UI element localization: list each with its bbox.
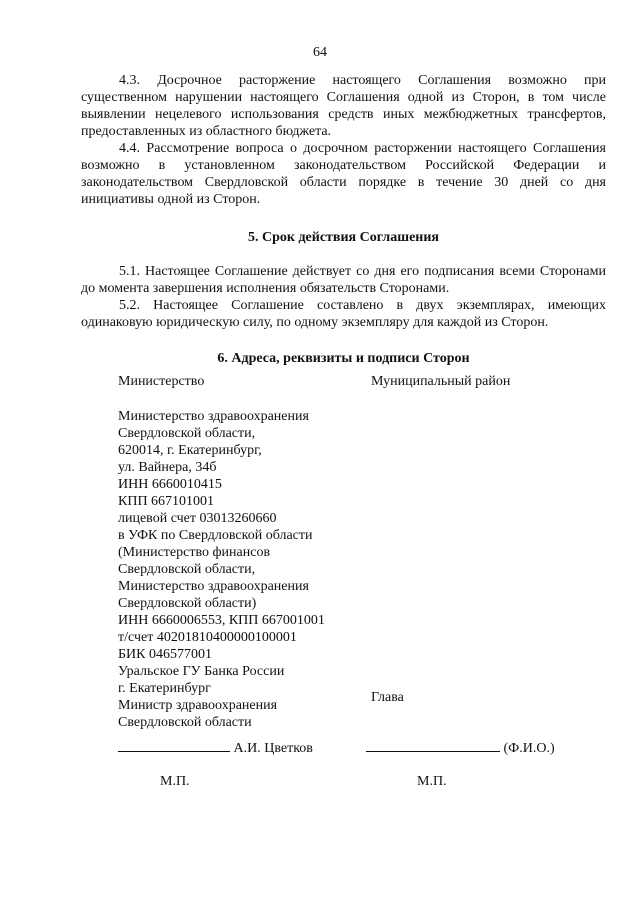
left-party-line: (Министерство финансов: [118, 545, 271, 560]
page-number: 64: [313, 45, 327, 60]
paragraph-5-1: 5.1. Настоящее Соглашение действует со дня его подписания всеми Сторонами до момента завершения исполнения обязательств Сторонами.: [81, 264, 606, 296]
left-party-details: [118, 373, 358, 731]
right-party-position: Глава: [371, 690, 404, 705]
right-signature-line: [366, 739, 555, 757]
left-party-line: Свердловской области,: [118, 426, 256, 441]
left-party-line: Министерство здравоохранения: [118, 409, 309, 424]
left-party-title: Министерство: [118, 374, 205, 389]
left-signatory-name: А.И. Цветков: [233, 741, 313, 756]
left-party-line: лицевой счет 03013260660: [118, 511, 277, 526]
signature-blank: [118, 739, 230, 752]
left-party-position: Министр здравоохранения: [118, 698, 278, 713]
left-party-line: ИНН 6660006553, КПП 667001001: [118, 613, 325, 628]
agreement-text: [81, 72, 606, 385]
left-party-line: ул. Вайнера, 34б: [118, 460, 217, 475]
left-party-line: Уральское ГУ Банка России: [118, 664, 285, 679]
left-party-line: Свердловской области,: [118, 562, 256, 577]
left-party-line: в УФК по Свердловской области: [118, 528, 313, 543]
paragraph-4-3: 4.3. Досрочное расторжение настоящего Соглашения возможно при существенном нарушении настоящего Соглашения одной из Сторон, в том числе выявлении нецелевого использования средств иных межбюджетных трансфертов, предоставленных из областного бюджета.: [81, 73, 606, 139]
section-6-heading: 6. Адреса, реквизиты и подписи Сторон: [217, 351, 470, 366]
left-party-line: г. Екатеринбург: [118, 681, 211, 696]
signature-blank: [366, 739, 500, 752]
right-party-title: Муниципальный район: [371, 374, 511, 389]
left-signature-line: [118, 739, 313, 757]
left-party-line: т/счет 40201810400000100001: [118, 630, 297, 645]
left-party-position: Свердловской области: [118, 715, 252, 730]
left-party-line: Свердловской области): [118, 596, 257, 611]
left-party-line: 620014, г. Екатеринбург,: [118, 443, 262, 458]
left-party-line: Министерство здравоохранения: [118, 579, 309, 594]
right-signatory-name: (Ф.И.О.): [503, 741, 555, 756]
right-stamp-place: М.П.: [417, 774, 447, 789]
left-party-line: КПП 667101001: [118, 494, 215, 509]
section-5-heading: 5. Срок действия Соглашения: [248, 230, 439, 245]
left-party-line: ИНН 6660010415: [118, 477, 222, 492]
left-party-line: БИК 046577001: [118, 647, 212, 662]
paragraph-4-4: 4.4. Рассмотрение вопроса о досрочном расторжении настоящего Соглашения возможно в установленном законодательством Российской Федерации и законодательством Свердловской области порядке в течение 30 дней со дня инициативы одной из Сторон.: [81, 141, 606, 207]
paragraph-5-2: 5.2. Настоящее Соглашение составлено в двух экземплярах, имеющих одинаковую юридическую силу, по одному экземпляру для каждой из Сторон.: [81, 298, 606, 330]
left-stamp-place: М.П.: [160, 774, 190, 789]
right-party-details: [371, 373, 611, 390]
